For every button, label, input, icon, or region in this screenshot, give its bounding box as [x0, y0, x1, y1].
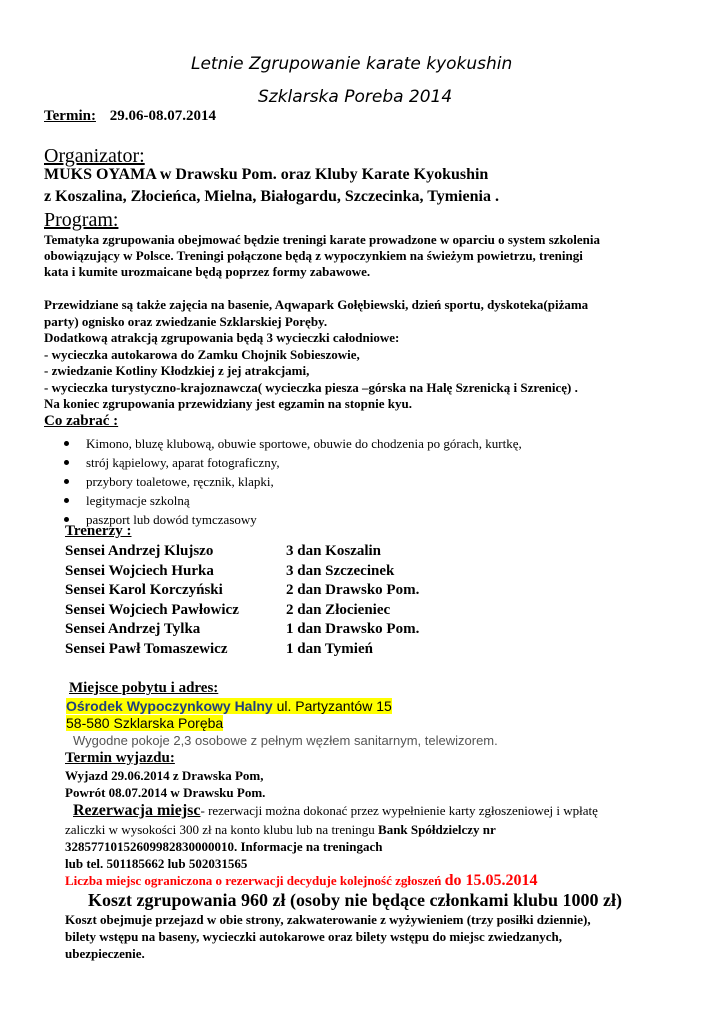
program-p2-line1: Przewidziane są także zajęcia na basenie, Aqwapark Gołębiewski, dzień sportu, dyskoteka(piżama: [44, 297, 589, 312]
bullet-icon: [64, 460, 69, 465]
program-p1-line3: kata i kumite urozmaicane będą poprzez formy zabawowe.: [44, 264, 371, 279]
room-description: Wygodne pokoje 2,3 osobowe z pełnym węzłem sanitarnym, telewizorem.: [73, 733, 498, 748]
koszt-line3: ubezpieczenie.: [65, 946, 145, 961]
list-item: strój kąpielowy, aparat fotograficzny,: [62, 453, 522, 472]
place-name: Ośrodek Wypoczynkowy Halny: [66, 698, 273, 714]
trainer-row: Sensei Wojciech Hurka 3 dan Szczecinek: [65, 563, 395, 579]
address-city: 58-580 Szklarska Poręba: [66, 715, 224, 731]
trainer-row: Sensei Andrzej Tylka 1 dan Drawsko Pom.: [65, 621, 420, 637]
program-heading: Program:: [44, 209, 119, 231]
bullet-icon: [64, 517, 69, 522]
trainer-row: Sensei Karol Korczyński 2 dan Drawsko Pom.: [65, 582, 420, 598]
program-p2-line6: - wycieczka turystyczno-krajoznawcza( wycieczka piesza –górska na Halę Szrenicką i Szrenicę) .: [44, 380, 578, 395]
koszt-line1: Koszt obejmuje przejazd w obie strony, zakwaterowanie z wyżywieniem (trzy posiłki dziennie),: [65, 912, 591, 927]
co-zabrac-heading: Co zabrać :: [44, 413, 119, 429]
page-title-line1: Letnie Zgrupowanie karate kyokushin: [191, 54, 513, 74]
program-p2-line5: - zwiedzanie Kotliny Kłodzkiej z jej atrakcjami,: [44, 363, 310, 378]
koszt-heading: Koszt zgrupowania 960 zł (osoby nie będące członkami klubu 1000 zł): [88, 890, 623, 910]
rezerwacja-phone: lub tel. 501185662 lub 502031565: [65, 856, 248, 871]
miejsce-heading: Miejsce pobytu i adres:: [69, 680, 219, 696]
limited-places-notice: Liczba miejsc ograniczona o rezerwacji decyduje kolejność zgłoszeń do 15.05.2014: [65, 872, 538, 889]
termin-label: Termin:: [44, 108, 96, 124]
address-line1: [66, 698, 392, 714]
trenerzy-heading: Trenerzy :: [65, 523, 132, 539]
organizator-heading: Organizator:: [44, 145, 145, 167]
list-item: Kimono, bluzę klubową, obuwie sportowe, obuwie do chodzenia po górach, kurtkę,: [62, 434, 522, 453]
program-p2-line2: party) ognisko oraz zwiedzanie Szklarskiej Poręby.: [44, 314, 328, 329]
notice-date: do 15.05.2014: [444, 872, 538, 889]
termin-line: [44, 108, 216, 125]
rezerwacja-account: 32857710152609982830000010. Informacje na treningach: [65, 839, 383, 854]
bullet-icon: [64, 479, 69, 484]
organizator-line1: MUKS OYAMA w Drawsku Pom. oraz Kluby Karate Kyokushin: [44, 166, 489, 183]
trainer-row: Sensei Andrzej Klujszo 3 dan Koszalin: [65, 543, 382, 559]
departure-line: Wyjazd 29.06.2014 z Drawska Pom,: [65, 768, 264, 783]
program-p1-line2: obowiązujący w Polsce. Treningi połączone będą z wypoczynkiem na świeżym powietrzu, treningi: [44, 248, 583, 263]
rezerwacja-heading: Rezerwacja miejsc: [73, 802, 201, 819]
trainer-row: Sensei Wojciech Pawłowicz 2 dan Złocieniec: [65, 602, 391, 618]
rezerwacja-line2: zaliczki w wysokości 300 zł na konto klubu lub na treningu Bank Spółdzielczy nr: [65, 822, 496, 837]
trainer-row: Sensei Pawł Tomaszewicz 1 dan Tymień: [65, 641, 373, 657]
program-p1-line1: Tematyka zgrupowania obejmować będzie treningi karate prowadzone w oparciu o system szkolenia: [44, 232, 600, 247]
packing-list: [62, 434, 522, 529]
termin-value: 29.06-08.07.2014: [109, 108, 216, 124]
bullet-icon: [64, 441, 69, 446]
bullet-icon: [64, 498, 69, 503]
list-item: przybory toaletowe, ręcznik, klapki,: [62, 472, 522, 491]
place-street: ul. Partyzantów 15: [272, 698, 392, 714]
list-item: legitymacje szkolną: [62, 491, 522, 510]
program-p2-line4: - wycieczka autokarowa do Zamku Chojnik Sobieszowie,: [44, 347, 360, 362]
program-p2-line7: Na koniec zgrupowania przewidziany jest egzamin na stopnie kyu.: [44, 396, 412, 411]
organizator-line2: z Koszalina, Złocieńca, Mielna, Białogardu, Szczecinka, Tymienia .: [44, 188, 499, 205]
page-title-line2: Szklarska Poreba 2014: [258, 87, 453, 107]
rezerwacja-line1: Rezerwacja miejsc- rezerwacji można dokonać przez wypełnienie karty zgłoszeniowej i wpłatę: [73, 802, 598, 819]
termin-wyjazdu-heading: Termin wyjazdu:: [65, 750, 175, 766]
list-item: paszport lub dowód tymczasowy: [62, 510, 522, 529]
program-p2-line3: Dodatkową atrakcją zgrupowania będą 3 wycieczki całodniowe:: [44, 330, 400, 345]
return-line: Powrót 08.07.2014 w Drawsku Pom.: [65, 785, 266, 800]
koszt-line2: bilety wstępu na baseny, wycieczki autokarowe oraz bilety wstępu do miejsc zwiedzanych,: [65, 929, 562, 944]
